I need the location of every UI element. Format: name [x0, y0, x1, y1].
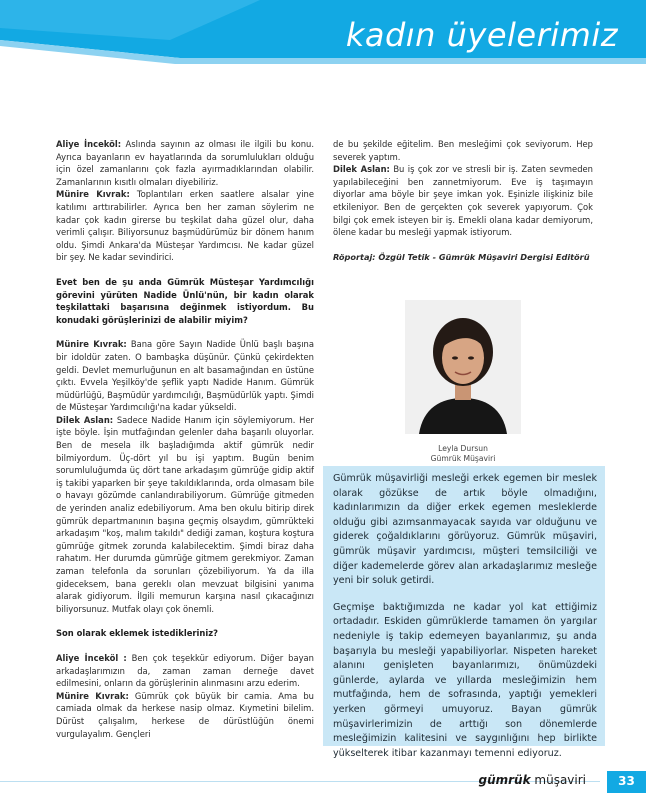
portrait-illustration: [405, 300, 521, 434]
paragraph: de bu şekilde eğitelim. Ben mesleğimi çok seviyorum. Hep severek yaptım.: [333, 139, 593, 162]
paragraph: Aliye İnceköl: Aslında sayının az olması ile ilgili bu konu. Ayrıca bayanların ev hayatlarında da sorumlulukları olduğu için özel zamanlarını çok fazla ayırmadıklarından olabilir. Zamanlarının kısıtlı olmaları diyebiliriz.: [56, 139, 315, 187]
footer-brand: gümrük müşaviri: [478, 773, 586, 787]
page-number: 33: [618, 774, 635, 788]
page-number-box: [607, 771, 646, 793]
paragraph: Münire Kıvrak: Gümrük çok büyük bir camia. Ama bu camiada olmak da herkese nasip olmaz. Kıymetini bilelim. Dürüst çalışalım, herkese de dürüstlüğün önemi vurgulayalım. Gençleri: [56, 690, 314, 739]
highlight-box: [323, 466, 605, 759]
right-column: [333, 138, 593, 263]
left-column: [56, 138, 314, 740]
paragraph: Münire Kıvrak: Toplantıları erken saatlere alsalar yine katılımı arttırabilirler. Ayrıca ben her zaman söylerim ne kadar çok kadın girerse bu teşkilat daha güzel olur, daha verimli çalışır. Biliyorsunuz başmüdürümüz bir dönem hanım oldu. Şimdi Ankara'da Müsteşar Yardımcısı. Ne kadar güzel bir şey. Ne kadar sevindirici.: [56, 189, 314, 263]
portrait-photo: [405, 300, 521, 434]
section-title: kadın üyelerimiz: [345, 16, 618, 54]
highlight-paragraph: Gümrük müşavirliği mesleği erkek egemen bir meslek olarak gözükse de artık böyle olmadığını, kadınlarımızın da diğer erkek egemen mesleklerde olduğu gibi azımsanmayacak sayıda var olduğunu ve giderek çoğaldıklarını görüyoruz. Gümrük müşaviri, gümrük müşavir yardımcısı, müşteri temsilciliği ve diğer kademelerde görev alan arkadaşlarımız mesleğe yeni bir soluk getirdi.: [333, 473, 597, 587]
header-banner: [0, 0, 646, 82]
highlight-paragraph: Geçmişe baktığımızda ne kadar yol kat ettiğimiz ortadadır. Eskiden gümrüklerde tamamen ön yargılar nedeniyle iş takip edemeyen bayanlarımız, şu anda başarıyla bu mesleği yapabiliyorlar. Nispeten hareket alanını genişleten bayanlarımızı, önümüzdeki günlerde, aylarda ve yıllarda mesleğimizin hem mutfağında, hem de sofrasında, yaptığı yemekleri yerken görmeyi umuyoruz. Bayan gümrük müşavirlerimizin de arttığı son dönemlerde mesleğimizin kalitesini ve saygınlığını hep birlikte yükselterek itibar kazanmayı temenni ediyoruz.: [333, 601, 597, 759]
speaker-name: Aliye İnceköl :: [56, 652, 127, 663]
interview-question: Son olarak eklemek istedikleriniz?: [56, 628, 218, 639]
speaker-name: Dilek Aslan:: [333, 164, 390, 175]
speaker-name: Münire Kıvrak:: [56, 690, 129, 701]
paragraph: Aliye İnceköl : Ben çok teşekkür ediyorum. Diğer bayan arkadaşlarımızın da, zaman zaman derneğe davet edilmesini, onların da görüşlerinin alınmasını arzu ederim.: [56, 652, 314, 689]
photo-caption-name: Leyla Dursun: [438, 444, 488, 453]
paragraph: Dilek Aslan: Bu iş çok zor ve stresli bir iş. Zaten sevmeden yapılabileceğini ben zannetmiyorum. Eve iş taşımayın diyorlar ama böyle bir şeye imkan yok. Eşinizle ilişkiniz bile etkileniyor. Ben de gerçekten çok severek yapıyorum. Çok bilgi çok emek isteyen bir iş. Emekli olana kadar demiyorum, ölene kadar bu mesleği yapmak istiyorum.: [333, 164, 593, 238]
speaker-name: Aliye İnceköl:: [56, 139, 122, 149]
paragraph: Münire Kıvrak: Bana göre Sayın Nadide Ünlü başlı başına bir idoldür zaten. O bambaşka düşünür. Çünkü çekirdekten geldi. Devlet memurluğunun en alt basamağından en üstüne çıktı. Evvela Yeşilköy'de şeflik yaptı Nadide Hanım. Gümrük müdürlüğü, Başmüdür yardımcılığı, Başmüdürlük yaptı. Şimdi de Müsteşar Yardımcılığı'na kadar yükseldi.: [56, 339, 314, 413]
interview-credit: Röportaj: Özgül Tetik - Gümrük Müşaviri Dergisi Editörü: [333, 251, 590, 262]
speaker-name: Münire Kıvrak:: [56, 189, 130, 200]
interview-question: Evet ben de şu anda Gümrük Müsteşar Yardımcılığı görevini yürüten Nadide Ünlü'nün, bir kadın olarak teşkilattaki başarısına değinmek istiyordum. Bu konudaki görüşlerinizi de alabilir miyim?: [56, 276, 314, 325]
photo-caption-title: Gümrük Müşaviri: [430, 454, 496, 463]
speaker-name: Dilek Aslan:: [56, 414, 114, 425]
speaker-name: Münire Kıvrak:: [56, 339, 127, 350]
paragraph: Dilek Aslan: Sadece Nadide Hanım için söylemiyorum. Her işte böyle. İşin mutfağından gelenler daha başarılı oluyorlar. Ben de mesela ilk başladığımda aktif gümrük nedir bilmiyordum. Üç-dört yıl bu işi yaptım. Bugün benim sorumluluğumda üç dört tane arkadaşım gümrüğe gidip aktif iş takibi yaparken bir şeye takıldıklarında, orda olmasam bile o havayı gözümde canlandırabiliyorum. Gümrüğe gitmeden de yerinden analiz edebiliyorum. Ama ben okulu bitirip direk gümrük departmanının başına geçmiş olsaydım, gümrükteki arkadaşım "koş, malım takıldı" dediği zaman, koştura koştura gümrüğe gitmek zorunda kalabilecektim. Şimdi biraz daha rahatım. Her durumda gümrüğe gitmem gerekmiyor. Zaman zaman telefonla da sorunları çözebiliyorum. Ya da illa gideceksem, bana gereklı olan mevzuat bilgisini yanıma alarak gidiyorum. İlgili memurun karşına nasıl çıkacağınızı biliyorsunuz. Mutfak olayı çok önemli.: [56, 414, 314, 614]
